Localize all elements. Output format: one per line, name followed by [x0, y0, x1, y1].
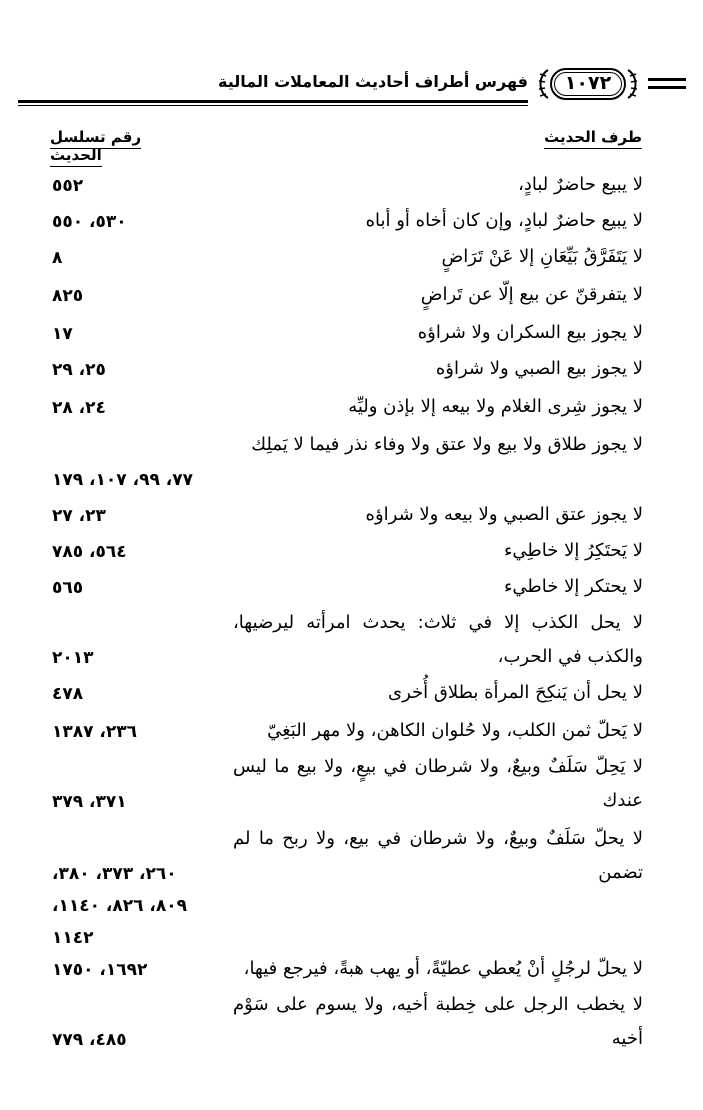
- hadith-refs: ٢٦٠، ٣٧٣، ٣٨٠، ٨٠٩، ٨٢٦، ١١٤٠، ١١٤٢: [52, 864, 188, 948]
- hadith-text: لا يحلّ سَلَفٌ وبيعٌ، ولا شرطان في بيع، ولا ربح ما لم تضمن: [233, 828, 643, 883]
- hadith-text: لا يجوز طلاق ولا بيع ولا عتق ولا وفاء نذر فيما لا يَملِك: [251, 434, 643, 455]
- hadith-text: لا يَتَفَرَّقُ بَيِّعَانِ إلا عَنْ تَرَاضٍ: [441, 246, 643, 267]
- hadith-text: لا يبيع حاضرٌ لبادٍ،: [518, 174, 643, 195]
- hadith-text: لا يحلّ لرجُلٍ أنْ يُعطي عطيّةً، أو يهب هبةً، فيرجع فيها،: [243, 958, 643, 979]
- page-number: ١٠٧٢: [564, 72, 612, 94]
- hadith-text: لا يحل أن يَنكِحَ المرأة بطلاق أُخرى: [388, 682, 643, 703]
- hadith-text: لا يتفرقنّ عن بيع إلّا عن تَراضٍ: [420, 284, 643, 305]
- hadith-text: لا يَحلّ ثمن الكلب، ولا حُلوان الكاهن، ولا مهر البَغِيّ: [267, 720, 643, 741]
- header-rule-thin: [18, 105, 528, 106]
- hadith-text: لا يجوز شِرى الغلام ولا بيعه إلا بإذن وليِّه: [348, 396, 643, 417]
- ornament-right-icon: [626, 68, 640, 100]
- hadith-text: لا يحتكر إلا خاطيء: [503, 576, 643, 597]
- column-head-ref: رقم تسلسل الحديث: [50, 128, 176, 164]
- hadith-refs: ٤٧٨: [52, 684, 84, 704]
- hadith-text: لا يبيع حاضرٌ لبادٍ، وإن كان أخاه أو أباه: [365, 210, 643, 231]
- hadith-text: لا يجوز عتق الصبي ولا بيعه ولا شراؤه: [365, 504, 643, 525]
- hadith-refs: ٧٧، ٩٩، ١٠٧، ١٧٩: [52, 470, 193, 490]
- hadith-refs: ١٦٩٢، ١٧٥٠: [52, 960, 148, 980]
- hadith-refs: ٢٣، ٢٧: [52, 506, 106, 526]
- hadith-refs: ٨٢٥: [52, 286, 84, 306]
- hadith-text: لا يَحِلّ سَلَفٌ وبيعٌ، ولا شرطان في بيعٍ، ولا بيع ما ليس عندك: [233, 756, 643, 811]
- hadith-refs: ٤٨٥، ٧٧٩: [52, 1030, 127, 1050]
- hadith-refs: ١٧: [52, 324, 73, 344]
- running-title: فهرس أطراف أحاديث المعاملات المالية: [218, 72, 528, 91]
- hadith-text: لا يَحتَكِرُ إلا خاطِيء: [503, 540, 643, 561]
- hadith-text: لا يجوز بيع السكران ولا شراؤه: [417, 322, 643, 343]
- hadith-refs: ٢٠١٣: [52, 648, 94, 668]
- hadith-refs: ٥٥٢: [52, 176, 84, 196]
- column-head-tarf: طرف الحديث: [420, 128, 642, 146]
- hadith-refs: ٥٣٠، ٥٥٠: [52, 212, 127, 232]
- ornament-left-icon: [536, 68, 550, 100]
- hadith-text: لا يحل الكذب إلا في ثلاث: يحدث امرأته ليرضيها، والكذب في الحرب،: [233, 612, 643, 667]
- page-header: [18, 62, 686, 106]
- hadith-refs: ٥٦٤، ٧٨٥: [52, 542, 127, 562]
- hadith-refs: ٢٤، ٢٨: [52, 398, 106, 418]
- hadith-refs: ٢٥، ٢٩: [52, 360, 106, 380]
- hadith-refs: ٣٧١، ٣٧٩: [52, 792, 127, 812]
- hadith-refs: ٢٣٦، ١٣٨٧: [52, 722, 138, 742]
- header-rule-thick: [18, 100, 528, 103]
- hadith-refs: ٥٦٥: [52, 578, 84, 598]
- hadith-refs: ٨: [52, 248, 63, 268]
- page-number-badge: [536, 64, 640, 104]
- header-dash: [648, 78, 686, 94]
- hadith-text: لا يجوز بيع الصبي ولا شراؤه: [435, 358, 643, 379]
- hadith-text: لا يخطب الرجل على خِطبة أخيه، ولا يسوم على سَوْم أخيه: [233, 994, 643, 1049]
